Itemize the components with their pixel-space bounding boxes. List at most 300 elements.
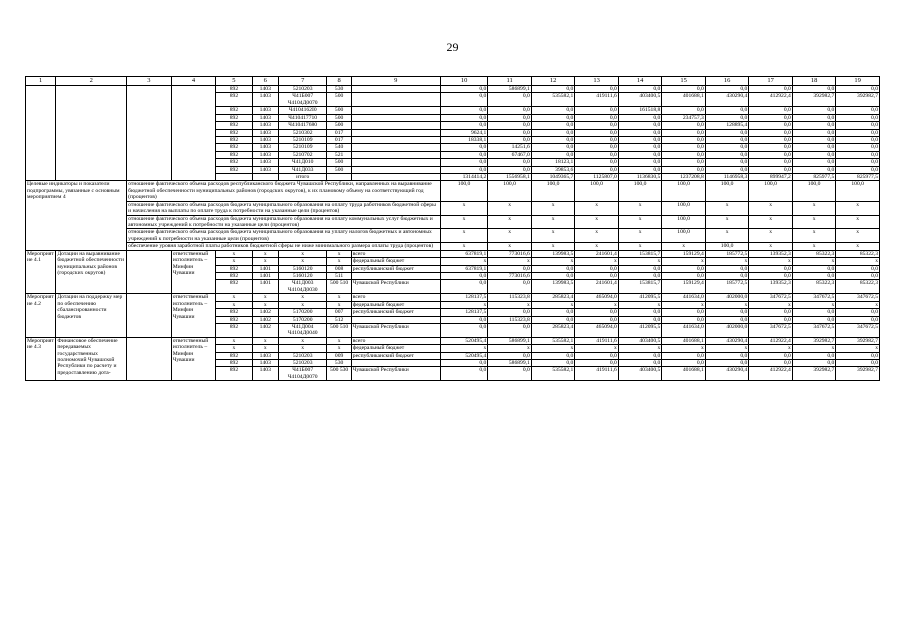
- value-cell: x: [531, 229, 575, 243]
- indicators-label: Целевые индикаторы и показатели подпрограммы, увязанные с основным мероприятием 4: [26, 181, 127, 250]
- measure-title: Финансовое обеспечение передаваемых государственных полномочий Чувашской Республики по расчету и предоставлению дота-: [56, 337, 127, 381]
- value-cell: 825977,5: [836, 174, 880, 181]
- value-cell: 0,0: [792, 352, 836, 359]
- measure-number: Мероприятие 4.3: [26, 337, 56, 381]
- value-cell: x: [749, 201, 793, 215]
- code-csr-cell: x: [278, 337, 327, 344]
- value-cell: 18123,1: [531, 159, 575, 166]
- source-cell: [351, 174, 440, 181]
- code-vr-cell: 500: [327, 166, 351, 173]
- column-header: 2: [56, 77, 127, 86]
- value-cell: 0,0: [836, 114, 880, 121]
- value-cell: x: [575, 258, 619, 265]
- value-cell: 100,0: [531, 181, 575, 201]
- value-cell: 637819,1: [440, 250, 488, 257]
- code-csr-cell: x: [278, 294, 327, 301]
- source-cell: республиканский бюджет: [351, 352, 440, 359]
- empty-cell: [26, 86, 56, 181]
- value-cell: 0,0: [440, 122, 488, 129]
- code-csr-cell: x: [278, 258, 327, 265]
- value-cell: x: [440, 201, 488, 215]
- value-cell: x: [575, 301, 619, 308]
- value-cell: x: [749, 243, 793, 250]
- value-cell: 520495,4: [440, 337, 488, 344]
- value-cell: 0,0: [836, 352, 880, 359]
- value-cell: 401688,1: [662, 367, 706, 381]
- value-cell: 139983,5: [531, 280, 575, 294]
- code-gr-cell: 892: [216, 360, 252, 367]
- value-cell: 0,0: [836, 151, 880, 158]
- value-cell: 0,0: [662, 136, 706, 143]
- code-vr-cell: 500: [327, 159, 351, 166]
- code-gr-cell: [216, 174, 252, 181]
- value-cell: 0,0: [488, 129, 532, 136]
- value-cell: 0,0: [662, 151, 706, 158]
- code-csr-cell: 5160120: [278, 272, 327, 279]
- column-header: 12: [531, 77, 575, 86]
- source-cell: Чувашской Республики: [351, 280, 440, 294]
- value-cell: x: [792, 301, 836, 308]
- value-cell: 0,0: [792, 122, 836, 129]
- value-cell: 412095,5: [618, 294, 662, 301]
- code-vr-cell: x: [327, 294, 351, 301]
- value-cell: 402000,0: [705, 294, 749, 301]
- value-cell: 0,0: [792, 151, 836, 158]
- code-gr-cell: 892: [216, 129, 252, 136]
- value-cell: 9624,1: [440, 129, 488, 136]
- value-cell: 0,0: [618, 151, 662, 158]
- value-cell: 465094,0: [575, 294, 619, 301]
- measure-row: [26, 250, 880, 257]
- code-rz-cell: x: [252, 337, 278, 344]
- code-csr-cell: Ч41Б007 Ч4104Д0070: [278, 93, 327, 107]
- value-cell: x: [531, 201, 575, 215]
- value-cell: x: [836, 258, 880, 265]
- value-cell: 14251,6: [488, 144, 532, 151]
- value-cell: 0,0: [531, 272, 575, 279]
- value-cell: x: [792, 258, 836, 265]
- value-cell: 0,0: [749, 272, 793, 279]
- code-csr-cell: Ч41Д003 Ч4104Д0030: [278, 280, 327, 294]
- code-gr-cell: 892: [216, 151, 252, 158]
- value-cell: 153815,7: [618, 250, 662, 257]
- code-gr-cell: 892: [216, 122, 252, 129]
- source-cell: республиканский бюджет: [351, 265, 440, 272]
- value-cell: 0,0: [531, 151, 575, 158]
- measure-target: [127, 250, 172, 294]
- value-cell: 0,0: [836, 86, 880, 93]
- value-cell: 0,0: [662, 129, 706, 136]
- code-csr-cell: x: [278, 345, 327, 352]
- value-cell: 1049365,7: [531, 174, 575, 181]
- value-cell: 0,0: [705, 107, 749, 114]
- value-cell: 100,0: [749, 181, 793, 201]
- value-cell: 0,0: [836, 166, 880, 173]
- value-cell: 0,0: [705, 309, 749, 316]
- value-cell: 0,0: [662, 272, 706, 279]
- value-cell: 402000,0: [705, 323, 749, 337]
- code-csr-cell: 5210203: [278, 352, 327, 359]
- code-rz-cell: 1403: [252, 107, 278, 114]
- column-header: 9: [351, 77, 440, 86]
- value-cell: 586899,1: [488, 360, 532, 367]
- value-cell: 18338,1: [440, 136, 488, 143]
- value-cell: 535582,1: [531, 337, 575, 344]
- value-cell: x: [440, 345, 488, 352]
- value-cell: 0,0: [705, 166, 749, 173]
- value-cell: 0,0: [440, 360, 488, 367]
- value-cell: 825977,5: [792, 174, 836, 181]
- value-cell: 0,0: [749, 107, 793, 114]
- value-cell: 100,0: [662, 215, 706, 229]
- value-cell: 403400,5: [618, 337, 662, 344]
- code-rz-cell: 1402: [252, 309, 278, 316]
- value-cell: 100,0: [662, 181, 706, 201]
- value-cell: 285823,4: [531, 323, 575, 337]
- value-cell: 0,0: [531, 265, 575, 272]
- value-cell: 0,0: [705, 114, 749, 121]
- code-rz-cell: 1403: [252, 159, 278, 166]
- value-cell: 0,0: [836, 265, 880, 272]
- code-csr-cell: Ч4104162I0: [278, 107, 327, 114]
- column-header: 8: [327, 77, 351, 86]
- empty-cell: [171, 86, 216, 181]
- value-cell: 1237208,8: [662, 174, 706, 181]
- code-rz-cell: x: [252, 258, 278, 265]
- code-gr-cell: 892: [216, 144, 252, 151]
- value-cell: 0,0: [440, 86, 488, 93]
- value-cell: x: [618, 301, 662, 308]
- value-cell: 0,0: [792, 144, 836, 151]
- code-csr-cell: 5170200: [278, 316, 327, 323]
- value-cell: x: [662, 243, 706, 250]
- value-cell: x: [488, 258, 532, 265]
- source-cell: всего: [351, 337, 440, 344]
- source-cell: [351, 151, 440, 158]
- measure-number: Мероприятие 4.1: [26, 250, 56, 294]
- value-cell: 100,0: [440, 181, 488, 201]
- code-vr-cell: 017: [327, 136, 351, 143]
- value-cell: x: [531, 301, 575, 308]
- column-header: 16: [705, 77, 749, 86]
- source-cell: [351, 159, 440, 166]
- measure-executor: ответственный исполнитель – Минфин Чувашии: [171, 250, 216, 294]
- value-cell: x: [575, 229, 619, 243]
- value-cell: 0,0: [836, 122, 880, 129]
- value-cell: x: [575, 345, 619, 352]
- code-vr-cell: 512: [327, 316, 351, 323]
- column-header: 10: [440, 77, 488, 86]
- value-cell: x: [749, 345, 793, 352]
- value-cell: 0,0: [575, 129, 619, 136]
- source-cell: всего: [351, 294, 440, 301]
- indicator-text: отношение фактического объема расходов бюджета муниципального образования на оплату труда работников бюджетной сферы и начисления на выплаты по оплате труда к потребности на указанные цели (процентов): [127, 201, 441, 215]
- value-cell: 0,0: [792, 316, 836, 323]
- code-rz-cell: x: [252, 250, 278, 257]
- code-vr-cell: 500 530: [327, 367, 351, 381]
- value-cell: 586899,1: [488, 86, 532, 93]
- code-vr-cell: 500: [327, 122, 351, 129]
- source-cell: республиканский бюджет: [351, 309, 440, 316]
- code-rz-cell: 1403: [252, 151, 278, 158]
- code-gr-cell: 892: [216, 86, 252, 93]
- measure-title: Дотации на выравнивание бюджетной обеспеченности муниципальных районов (городских округов): [56, 250, 127, 294]
- indicator-row: [26, 201, 880, 215]
- value-cell: 139983,5: [531, 250, 575, 257]
- code-gr-cell: 892: [216, 316, 252, 323]
- value-cell: 0,0: [705, 316, 749, 323]
- value-cell: 0,0: [488, 352, 532, 359]
- value-cell: 100,0: [792, 181, 836, 201]
- code-rz-cell: 1403: [252, 352, 278, 359]
- value-cell: x: [792, 215, 836, 229]
- value-cell: 185772,5: [705, 280, 749, 294]
- value-cell: x: [488, 345, 532, 352]
- source-cell: [351, 129, 440, 136]
- value-cell: 0,0: [836, 360, 880, 367]
- value-cell: 139352,3: [749, 250, 793, 257]
- code-csr-cell: Ч41Д033: [278, 166, 327, 173]
- code-rz-cell: 1402: [252, 316, 278, 323]
- value-cell: 347672,5: [792, 323, 836, 337]
- code-rz-cell: 1403: [252, 360, 278, 367]
- value-cell: 0,0: [488, 280, 532, 294]
- measure-row: [26, 294, 880, 301]
- value-cell: 0,0: [618, 360, 662, 367]
- value-cell: 0,0: [662, 86, 706, 93]
- value-cell: 241601,4: [575, 250, 619, 257]
- code-vr-cell: [327, 174, 351, 181]
- value-cell: 586899,1: [488, 337, 532, 344]
- value-cell: x: [488, 301, 532, 308]
- source-cell: федеральный бюджет: [351, 258, 440, 265]
- code-rz-cell: 1403: [252, 144, 278, 151]
- value-cell: 0,0: [575, 360, 619, 367]
- value-cell: 0,0: [575, 151, 619, 158]
- value-cell: 419111,6: [575, 367, 619, 381]
- value-cell: 100,0: [705, 243, 749, 250]
- value-cell: 0,0: [662, 316, 706, 323]
- measure-title: Дотации на поддержку мер по обеспечению сбалансированности бюджетов: [56, 294, 127, 338]
- code-csr-cell: Ч41Д004 Ч4104Д0040: [278, 323, 327, 337]
- value-cell: 0,0: [575, 136, 619, 143]
- source-cell: [351, 166, 440, 173]
- value-cell: 0,0: [662, 352, 706, 359]
- value-cell: x: [440, 215, 488, 229]
- value-cell: 0,0: [531, 107, 575, 114]
- measure-target: [127, 337, 172, 381]
- value-cell: 412922,4: [749, 337, 793, 344]
- value-cell: x: [440, 301, 488, 308]
- code-csr-cell: 5210203: [278, 360, 327, 367]
- source-cell: [351, 136, 440, 143]
- source-cell: всего: [351, 250, 440, 257]
- value-cell: 0,0: [749, 159, 793, 166]
- code-vr-cell: 530: [327, 86, 351, 93]
- code-vr-cell: x: [327, 337, 351, 344]
- value-cell: 520495,4: [440, 352, 488, 359]
- value-cell: 0,0: [440, 166, 488, 173]
- value-cell: 0,0: [705, 86, 749, 93]
- column-header: 1: [26, 77, 56, 86]
- value-cell: 637819,1: [440, 265, 488, 272]
- value-cell: 0,0: [488, 122, 532, 129]
- source-cell: [351, 360, 440, 367]
- code-rz-cell: 1401: [252, 272, 278, 279]
- value-cell: 0,0: [749, 265, 793, 272]
- value-cell: 0,0: [618, 129, 662, 136]
- value-cell: 430290,4: [705, 367, 749, 381]
- value-cell: x: [836, 229, 880, 243]
- code-vr-cell: 540: [327, 144, 351, 151]
- value-cell: x: [662, 258, 706, 265]
- value-cell: 0,0: [662, 144, 706, 151]
- value-cell: x: [836, 201, 880, 215]
- value-cell: 115323,8: [488, 316, 532, 323]
- code-rz-cell: [252, 174, 278, 181]
- value-cell: 0,0: [836, 136, 880, 143]
- code-gr-cell: 892: [216, 93, 252, 107]
- value-cell: 0,0: [749, 360, 793, 367]
- value-cell: 0,0: [836, 129, 880, 136]
- value-cell: 0,0: [618, 114, 662, 121]
- code-gr-cell: 892: [216, 280, 252, 294]
- value-cell: 159129,4: [662, 250, 706, 257]
- column-header: 11: [488, 77, 532, 86]
- value-cell: 0,0: [749, 136, 793, 143]
- value-cell: x: [836, 301, 880, 308]
- value-cell: 0,0: [575, 309, 619, 316]
- code-vr-cell: x: [327, 258, 351, 265]
- code-vr-cell: 511: [327, 272, 351, 279]
- code-csr-cell: Ч410417680: [278, 122, 327, 129]
- value-cell: 0,0: [749, 86, 793, 93]
- value-cell: 153815,7: [618, 280, 662, 294]
- value-cell: x: [618, 215, 662, 229]
- code-vr-cell: 017: [327, 129, 351, 136]
- value-cell: 0,0: [531, 86, 575, 93]
- value-cell: 100,0: [662, 229, 706, 243]
- value-cell: 0,0: [575, 122, 619, 129]
- value-cell: x: [749, 229, 793, 243]
- value-cell: x: [531, 345, 575, 352]
- code-csr-cell: x: [278, 250, 327, 257]
- value-cell: 0,0: [749, 129, 793, 136]
- source-cell: [351, 107, 440, 114]
- code-gr-cell: 892: [216, 107, 252, 114]
- value-cell: x: [836, 215, 880, 229]
- value-cell: 0,0: [836, 309, 880, 316]
- value-cell: 0,0: [531, 114, 575, 121]
- value-cell: x: [575, 201, 619, 215]
- value-cell: x: [705, 258, 749, 265]
- value-cell: 0,0: [792, 272, 836, 279]
- source-cell: [351, 272, 440, 279]
- value-cell: x: [705, 215, 749, 229]
- value-cell: 0,0: [618, 272, 662, 279]
- value-cell: 0,0: [705, 272, 749, 279]
- value-cell: x: [705, 229, 749, 243]
- value-cell: 0,0: [575, 144, 619, 151]
- value-cell: 0,0: [792, 265, 836, 272]
- code-csr-cell: 5160120: [278, 265, 327, 272]
- source-cell: федеральный бюджет: [351, 301, 440, 308]
- value-cell: 0,0: [440, 367, 488, 381]
- code-csr-cell: 5210203: [278, 86, 327, 93]
- value-cell: x: [618, 258, 662, 265]
- code-gr-cell: x: [216, 301, 252, 308]
- value-cell: 392982,7: [836, 367, 880, 381]
- value-cell: x: [488, 215, 532, 229]
- value-cell: 773016,6: [488, 250, 532, 257]
- value-cell: 347672,5: [836, 323, 880, 337]
- measure-executor: ответственный исполнитель – Минфин Чувашии: [171, 294, 216, 338]
- value-cell: x: [836, 243, 880, 250]
- value-cell: 1146958,3: [705, 174, 749, 181]
- value-cell: 1314414,2: [440, 174, 488, 181]
- code-rz-cell: 1403: [252, 122, 278, 129]
- value-cell: 0,0: [792, 129, 836, 136]
- value-cell: 0,0: [488, 114, 532, 121]
- value-cell: 0,0: [575, 107, 619, 114]
- value-cell: 535582,1: [531, 93, 575, 107]
- value-cell: 0,0: [836, 107, 880, 114]
- value-cell: 0,0: [440, 316, 488, 323]
- value-cell: 185772,5: [705, 250, 749, 257]
- value-cell: 0,0: [749, 151, 793, 158]
- value-cell: 0,0: [749, 144, 793, 151]
- value-cell: 0,0: [792, 136, 836, 143]
- code-gr-cell: 892: [216, 272, 252, 279]
- value-cell: 1125807,0: [575, 174, 619, 181]
- value-cell: 0,0: [575, 166, 619, 173]
- value-cell: 0,0: [662, 166, 706, 173]
- value-cell: x: [488, 201, 532, 215]
- measure-executor: ответственный исполнитель – Минфин Чувашии: [171, 337, 216, 381]
- value-cell: 159129,4: [662, 280, 706, 294]
- value-cell: 0,0: [705, 136, 749, 143]
- value-cell: 100,0: [662, 201, 706, 215]
- value-cell: x: [792, 201, 836, 215]
- indicator-row: [26, 243, 880, 250]
- value-cell: x: [705, 301, 749, 308]
- value-cell: 412095,5: [618, 323, 662, 337]
- value-cell: x: [662, 345, 706, 352]
- value-cell: x: [440, 243, 488, 250]
- value-cell: x: [488, 229, 532, 243]
- value-cell: 0,0: [618, 265, 662, 272]
- value-cell: 0,0: [792, 114, 836, 121]
- column-header: 15: [662, 77, 706, 86]
- value-cell: 128895,4: [705, 122, 749, 129]
- code-gr-cell: 892: [216, 159, 252, 166]
- code-vr-cell: x: [327, 345, 351, 352]
- column-header: 4: [171, 77, 216, 86]
- value-cell: 0,0: [749, 114, 793, 121]
- code-csr-cell: x: [278, 301, 327, 308]
- value-cell: 85322,3: [792, 280, 836, 294]
- code-gr-cell: x: [216, 258, 252, 265]
- value-cell: 0,0: [440, 280, 488, 294]
- code-rz-cell: 1403: [252, 166, 278, 173]
- indicator-text: отношение фактического объема расходов бюджета муниципального образования на уплату налогов бюджетных и автономных учреждений к потребности на указанные цели (процентов): [127, 229, 441, 243]
- value-cell: 0,0: [618, 136, 662, 143]
- value-cell: 234757,3: [662, 114, 706, 121]
- code-gr-cell: 892: [216, 136, 252, 143]
- code-vr-cell: x: [327, 301, 351, 308]
- value-cell: 0,0: [749, 309, 793, 316]
- value-cell: 0,0: [618, 159, 662, 166]
